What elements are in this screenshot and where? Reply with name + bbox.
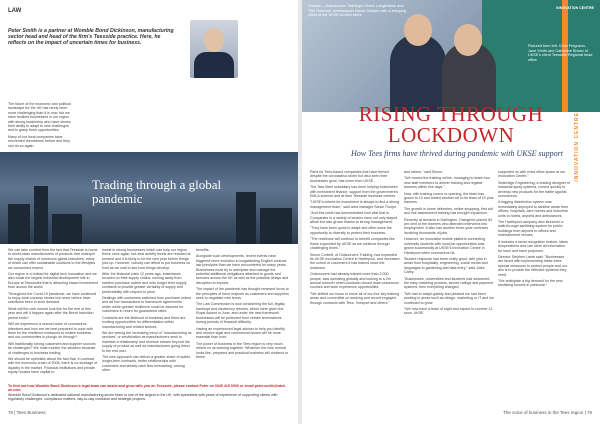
headline-line-2: LOCKDOWN — [387, 123, 515, 147]
portrait-head — [204, 28, 224, 52]
paragraph: Throughout the Covid-19 pandemic, we have continued to enjoy local success stories but never before have cashflows been in such demand. — [8, 291, 97, 305]
paragraph: The Law Commission is now considering the full, legally bankrupt and insolvency reforms, which were given the Royal Assent in June, and under the new framework businesses will be protected from certain terminations during periods of financial difficulty. — [196, 302, 285, 325]
paragraph: Alongside such developments, recent events have triggered more evolution in longstanding English contract law principles than we have encountered for many years. Businesses must try to anticipate and manage the potential additional obligations attached to goods and services across the UK as well as the possible delays and disruption to imports. — [196, 254, 289, 285]
paragraph: Having an experienced legal adviser to help you identify and resolve legal and commercial issues will be more essential than ever. — [196, 326, 285, 340]
paragraph: We are seeing the increasing trend of "manufacturing as services" or servitization as manufacturers seek to maintain a relationship and revenue stream beyond the supply of product as well as manufacturers going direct to the end user. — [102, 330, 192, 353]
paragraph: benefits. — [196, 248, 210, 252]
section-tag: LAW — [8, 8, 22, 14]
headline-line-1: RISING THROUGH — [358, 102, 544, 126]
paragraph: A fogging disinfection system was immediately deployed to sanitise areas from offices, hospitals, care homes and industrial units to hotels, airports and ambulances. — [498, 200, 569, 218]
paragraph: Our region is a hotbed for digital tech innovation and we also boast the largest industrial development site in Europe at Teesworks that is attracting inward investment from across the world. — [8, 272, 98, 290]
paragraph: "The resilience will continue to benefit companies like those supported by UKSE as we continue through challenging times." — [310, 237, 395, 251]
paragraph: Will traditionally strong customers and supplier sources be challenged? We must monitor the situation because of challenges to business trading. — [8, 341, 96, 355]
paragraph: supported us with extra office space at our Innovation Centre." — [498, 170, 566, 179]
portrait-body — [194, 52, 234, 78]
right-column-3 — [498, 170, 570, 402]
paragraph: The Tata Steel subsidiary has been helping businesses with investment finance, support from the government's EMLA scheme and at their Teesside business centres. — [310, 185, 398, 199]
paragraph: and others," said Simon. — [404, 170, 444, 174]
paragraph: "UKSE's criteria for investment is always to find a strong management team," said area manager Sarah Thorpe. — [310, 200, 400, 209]
paragraph: Will we experience a second wave of coronavirus infections and how are we best prepared to cope with them for the resilience measures to enable business and our communities to plough on through? — [8, 322, 93, 340]
left-column-3 — [196, 248, 290, 388]
paragraph: The future of the economic and political landscape for the UK has rarely been more challenging than it is now, but we have resilient businesses in our region with strong leadership who have shown their ability to adapt to new challenges and to grasp fresh opportunities. — [8, 102, 71, 133]
paragraph: Outsourcers had already trained more than 2,000 people, was operating globally and looking to a 2m annual turnover when lockdown closed down classroom courses and work experience opportunities. — [310, 272, 399, 290]
paragraph: Student response had been really good, with jobs in areas from hospitality, engineering, social media and languages to gardening and data entry," said Jules Carey. — [404, 256, 488, 275]
paragraph: The Hartlepool company also launched a walk-through sanitising system for public buildings from airports to offices and entertainment venues. — [498, 220, 564, 238]
building — [260, 208, 292, 244]
paragraph: Contracts are the lifeblood of business and there are exciting opportunities for differentiation within manufacturing and related sectors. — [102, 315, 186, 329]
author-portrait — [190, 20, 238, 78]
brand-logo: INNOVATION CENTRE — [556, 6, 594, 10]
paragraph: It includes a facial recognition feature, takes temperatures and can store all information for track and trace purposes. — [498, 239, 568, 253]
vertical-sign: INNOVATION CENTRE — [574, 112, 580, 182]
publication-name: Tees Business — [16, 410, 46, 415]
hero-photo — [302, 0, 600, 112]
building — [52, 214, 82, 244]
paragraph: "We shifted our focus to move all of our four key training areas and convertible on seeking and recruit engaged through contracts with Tees, Teesport and others." — [310, 291, 400, 305]
page-number: 79 — [586, 410, 592, 415]
paragraph: We can take comfort from the fact that Teesside is home to world-class manufacturers of products that underpin the supply chains of numerous global industries, many of which can offer sustainable solutions to the lifestyles we consumers expect. — [8, 248, 98, 270]
paragraph: "And this crisis has demonstrated how vital that is. Companies in a variety of sectors have not only stayed afloat but also grown thanks to strong management. — [310, 211, 398, 225]
paragraph: After the financial crisis 12 years ago, businesses focused on their supply chains, moving away from eastern purchase orders and onto longer term supply contracts to provide greater certainty of supply and predictability with respect to price. — [102, 272, 187, 294]
paragraph: However, an innovative mobile platform connecting university students with local job opportunities was grown successfully at UKSE's Innovation Centre in Hartlepool when coronavirus hit. — [404, 237, 486, 255]
right-page — [302, 0, 600, 424]
paragraph: "We now have a team of eight and expect to number 12 soon. UKSE — [404, 306, 493, 316]
paragraph: "We had to adapt quickly and pleased we had been working in areas such as design, marketing or IT and we continued to grow. — [404, 291, 494, 305]
person-face — [404, 14, 432, 46]
paragraph: "Businesses, universities and students had welcomed the easy matching process, secure ratings and payment systems, then everything changed. — [404, 276, 494, 290]
headline — [302, 104, 600, 146]
paragraph: Now, with training rooms re-opening, the team has grown to 10 and added another six to its team of 10 plus trainees. — [404, 191, 494, 205]
paragraph: Simon Corbett, of Outsourcers Training, has expanded its UKSE Innovation Centre in Hartlepool, and increased the cohort of customers it has trained since the lockdown. — [310, 252, 400, 270]
paragraph: Parts for Tees-based companies that have thrived despite the coronavirus storm but also seen their businesses grow, has come from UKSE. — [310, 170, 390, 183]
footnote: Womble Bond Dickinson's dedicated national manufacturing sector team is one of the largest in the UK, with specialists with years of experience of supporting clients with regulatory challenges, compliance matters, day-to-day contracts and strategic projects. — [8, 393, 278, 402]
paragraph: "We anticipate a big demand for the new sanitising tunnels in particular." — [498, 278, 563, 288]
paragraph: Recently at Annavia in Darlington, Orangeinc placed 84 per cent of the learners who attended interviews into employment. It also has another three-year contracts involving thousands of jobs. — [404, 217, 493, 235]
paragraph: We should be optimistic about the fact that, in contrast with the economic crash of 2008, there is no shortage of liquidity in the market. Financial institutions and private equity houses have capital to — [8, 356, 98, 375]
page-number: 78 — [8, 410, 14, 415]
call-to-action: To find out how Womble Bond Dickinson's legal team can assist and grow with you on Teesside, please contact Peter on 0345 415 0000 or email peter.smith@wbd-uk.com — [8, 384, 286, 393]
hero-caption-left: Grazzle – Outsourcers Training's Simon Longbottom and 'The Dunnock' ambassador Nicola Dobson with a shipping client of the UKSE-funded client — [308, 4, 406, 18]
paragraph: invest in strong businesses which can help our region thrive once again, but deal activity levels are reduced at present and it is likely to be the new year before things pick up. However, nobody can afford to put business on hold as we wait to see how things develop. — [102, 248, 191, 270]
building — [236, 192, 256, 244]
standfirst: How Tees firms have thrived during pandemic with UKSE support — [351, 149, 563, 158]
photo-title: Trading through a global pandemic — [92, 177, 222, 206]
paragraph: Seabridge Engineering, a leading designer of industrial spray systems, moved quickly to develop new products for the battle against coronavirus. — [498, 180, 570, 199]
paragraph: The growth in home deliveries, online shopping, first aid and risk assessment training has brought expansion. — [404, 206, 493, 216]
left-column-1-top — [8, 102, 74, 152]
cta-box — [8, 384, 290, 393]
right-column-2 — [404, 170, 494, 402]
paragraph: The new approach can deliver a greater share of wallet, longer-term contracts, better relationships with customers and steady cash flow forecasting, among other — [102, 354, 191, 373]
footer-right: The voice of business in the Tees region | 79 — [503, 410, 592, 415]
building — [8, 204, 30, 244]
intro-text: Peter Smith is a partner at Womble Bond Dickinson, manufacturing sector head and head of the firm's Teesside practice. Here, he reflects on the impact of uncertain times for business. — [8, 28, 174, 47]
paragraph: Dealings with customers switched from purchase orders and ad hoc transactions to framework agreements under which greater resilience could be assured for customers in return for guaranteed rates. — [102, 296, 192, 314]
left-page — [0, 0, 298, 424]
right-column-1 — [310, 170, 400, 402]
person-face — [454, 24, 482, 56]
paragraph: Many of our local companies have reinvented themselves before and they can do so again. — [8, 134, 70, 148]
paragraph: Director Stephen Lamb said: "Businesses are faced with implementing these extra special measures to protect people and our aim is to provide the effective systems they need. — [498, 254, 567, 277]
paragraph: The power of business in the Tees region is very much reliant on us working together. Whatever the new normal looks like, prepared and practical business will continue to thrive. — [196, 341, 289, 359]
paragraph: "We moved the training online, managing to teach two new staff members to deliver training and register learners within five days." — [404, 176, 490, 190]
paragraph: "They have been quick to adapt and often seize the opportunity to diversify to protect their business. — [310, 226, 392, 235]
footer-left: 78 | Tees Business — [8, 410, 46, 415]
building — [34, 186, 48, 244]
footer-text: The voice of business in the Tees region — [503, 410, 584, 415]
paragraph: What will the new normal look like for the rest of this year and will it happen again after the Brexit transition period ends? — [8, 306, 94, 320]
hero-caption-right: Pictured from left: Chris Ferguson, Jane Smith and Catherine Brown of UKSE's client Teesside Regional head office — [528, 44, 593, 62]
left-column-2 — [102, 248, 192, 388]
left-column-1 — [8, 248, 98, 388]
paragraph: The impact of the pandemic has brought renewed focus to the principles of force majeure as customers and suppliers seek to negotiate new terms. — [196, 287, 289, 301]
